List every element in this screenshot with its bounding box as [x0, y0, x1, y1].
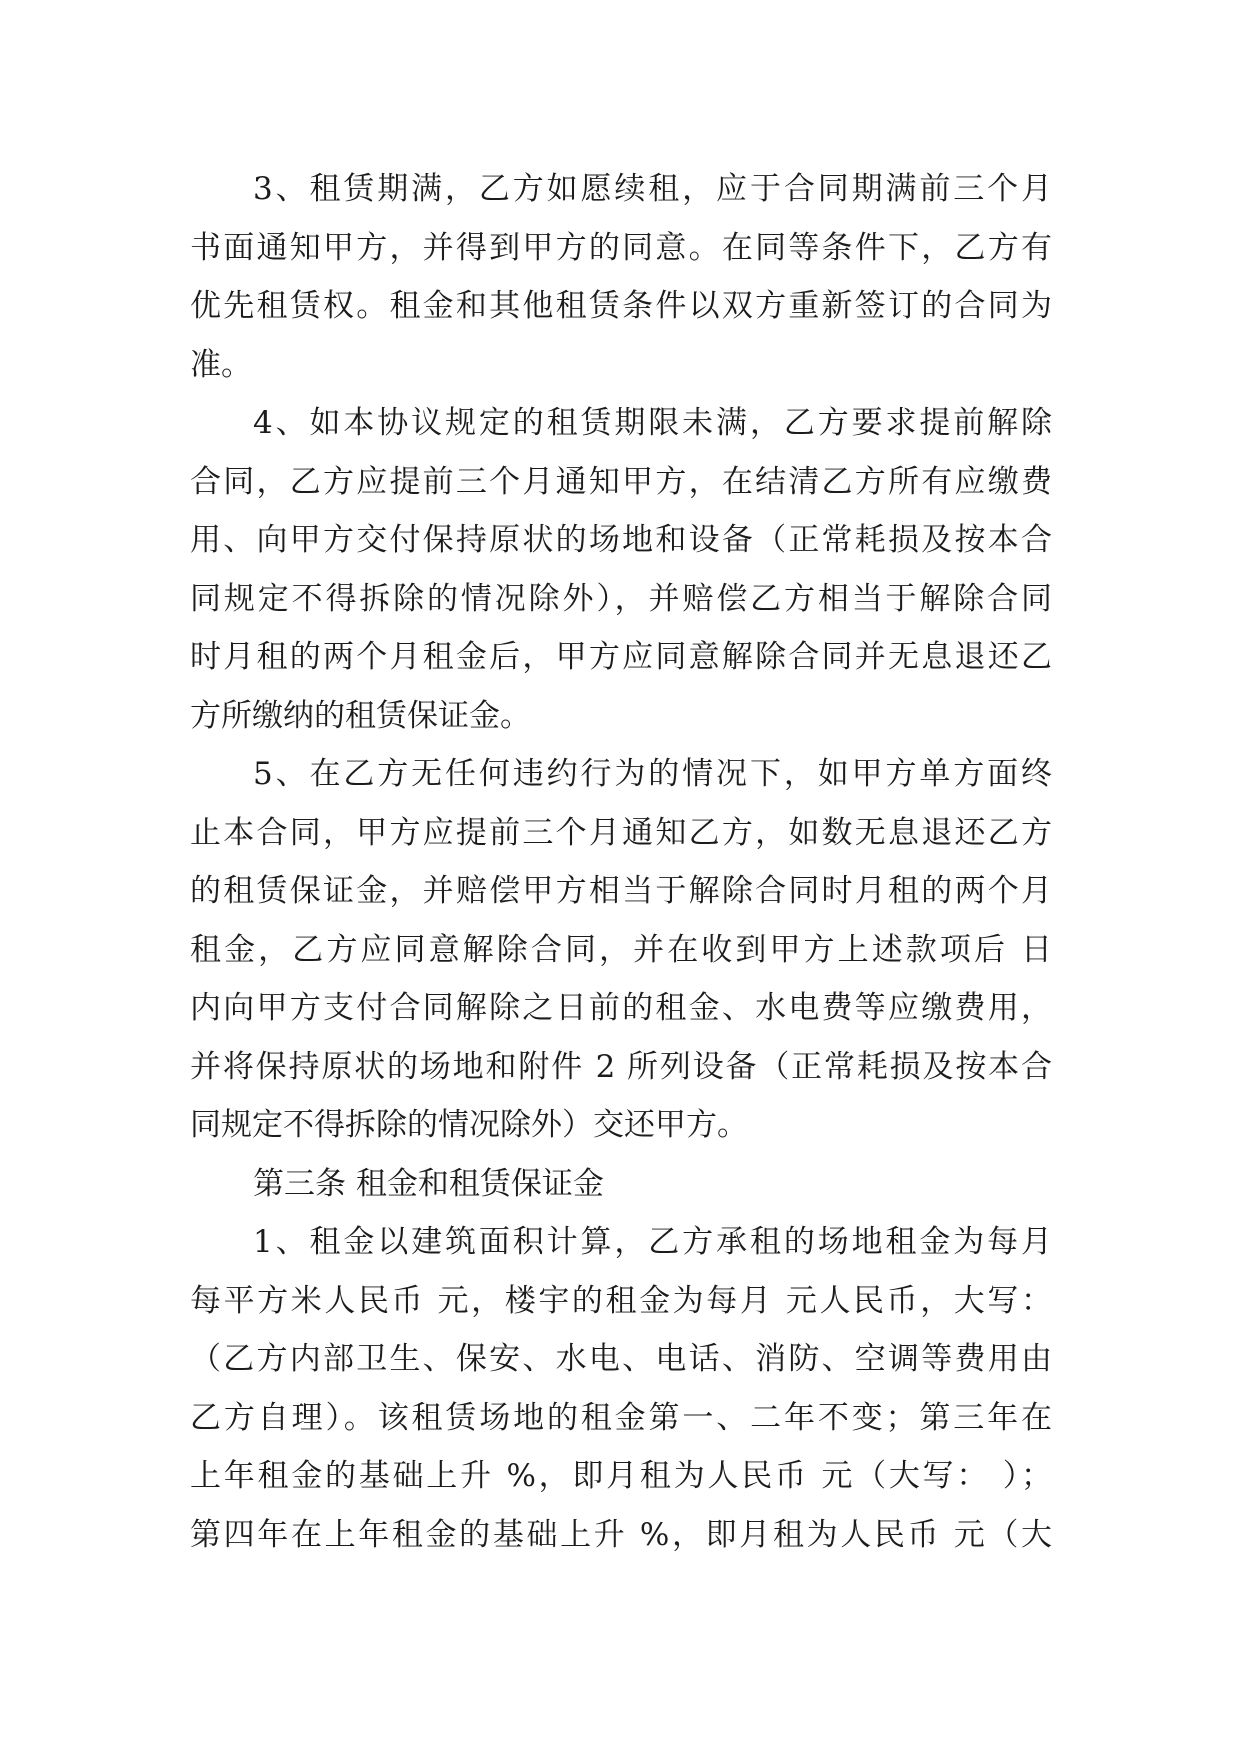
text-line: 准。 — [190, 346, 252, 383]
text-line: 上年租金的基础上升 %，即月租为人民币 元（大写： ）； — [190, 1458, 1052, 1494]
text-line: 租金，乙方应同意解除合同，并在收到甲方上述款项后 日 — [190, 931, 1052, 968]
text-line: 止本合同，甲方应提前三个月通知乙方，如数无息退还乙方 — [190, 814, 1052, 851]
text-line: 时月租的两个月租金后，甲方应同意解除合同并无息退还乙 — [190, 639, 1052, 675]
text-line: 的租赁保证金，并赔偿甲方相当于解除合同时月租的两个月 — [190, 873, 1052, 909]
text-line: 方所缴纳的租赁保证金。 — [190, 697, 531, 734]
text-line: 每平方米人民币 元，楼宇的租金为每月 元人民币，大写： — [190, 1282, 1052, 1319]
contract-text — [190, 160, 1052, 1564]
text-line: 合同，乙方应提前三个月通知甲方，在结清乙方所有应缴费 — [190, 463, 1052, 500]
text-line: 内向甲方支付合同解除之日前的租金、水电费等应缴费用， — [190, 990, 1052, 1026]
text-line: 第四年在上年租金的基础上升 %，即月租为人民币 元（大 — [190, 1516, 1052, 1553]
text-line: （乙方内部卫生、保安、水电、电话、消防、空调等费用由 — [190, 1341, 1052, 1377]
text-line: 3、租赁期满，乙方如愿续租，应于合同期满前三个月 — [253, 171, 1052, 207]
section-heading: 第三条 租金和租赁保证金 — [253, 1165, 604, 1202]
text-line: 同规定不得拆除的情况除外）交还甲方。 — [190, 1107, 748, 1143]
text-line: 优先租赁权。租金和其他租赁条件以双方重新签订的合同为 — [190, 288, 1052, 324]
text-line: 4、如本协议规定的租赁期限未满，乙方要求提前解除 — [253, 405, 1052, 441]
text-line: 5、在乙方无任何违约行为的情况下，如甲方单方面终 — [253, 756, 1052, 792]
text-line: 同规定不得拆除的情况除外），并赔偿乙方相当于解除合同 — [190, 580, 1052, 617]
text-line: 并将保持原状的场地和附件 2 所列设备（正常耗损及按本合 — [190, 1048, 1052, 1085]
text-line: 用、向甲方交付保持原状的场地和设备（正常耗损及按本合 — [190, 522, 1052, 558]
text-line: 1、租金以建筑面积计算，乙方承租的场地租金为每月 — [253, 1224, 1052, 1260]
text-line: 书面通知甲方，并得到甲方的同意。在同等条件下，乙方有 — [190, 229, 1052, 266]
text-line: 乙方自理）。该租赁场地的租金第一、二年不变；第三年在 — [190, 1399, 1052, 1436]
